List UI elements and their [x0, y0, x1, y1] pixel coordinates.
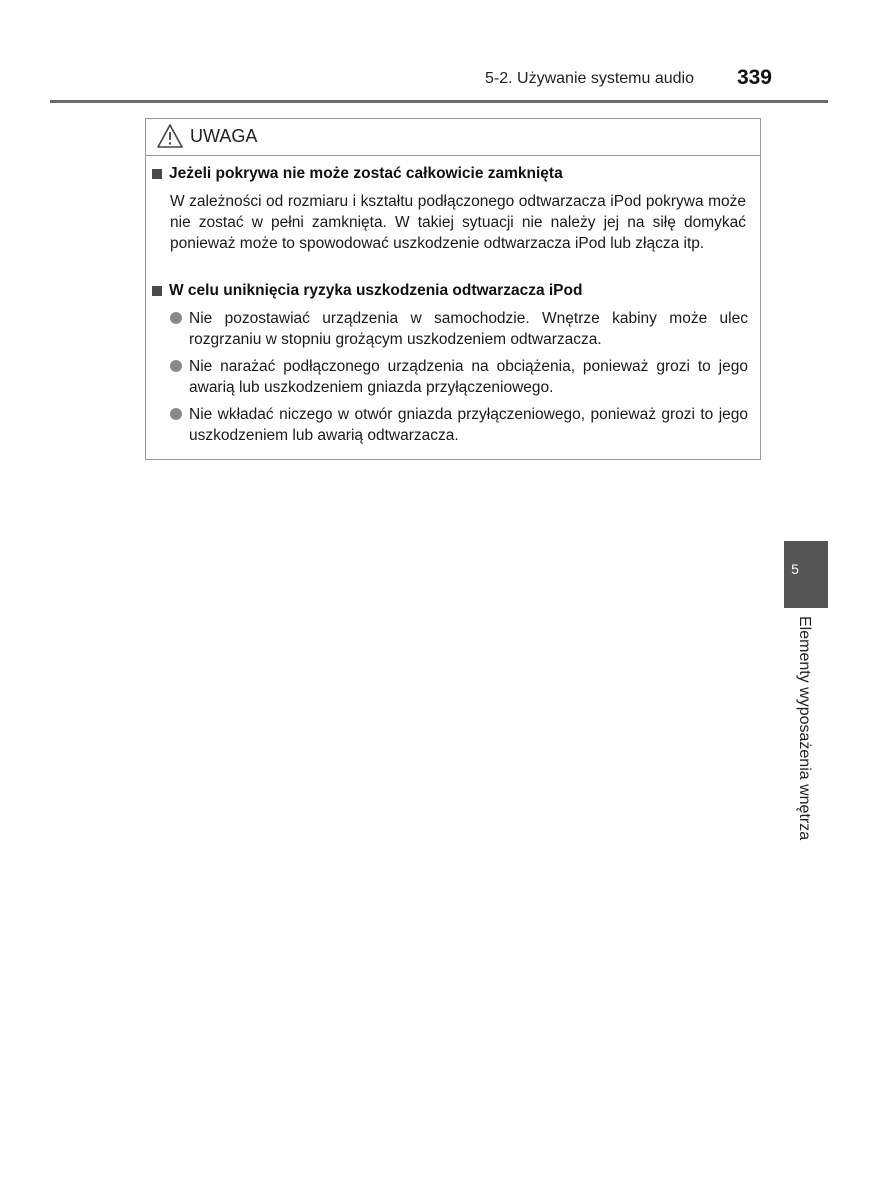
list-item-text: Nie pozostawiać urządzenia w samochodzie. Wnętrze kabiny może ulec rozgrzaniu w stopniu grożącym uszkodzeniem odtwarzacza.: [189, 310, 748, 348]
warning-triangle-icon: [156, 123, 184, 149]
section-heading-cover: [152, 165, 563, 183]
list-item-text: Nie wkładać niczego w otwór gniazda przyłączeniowego, ponieważ grozi to jego uszkodzeniem lub awarią odtwarzacza.: [189, 406, 748, 444]
chapter-label: Elementy wyposażenia wnętrza: [796, 616, 813, 841]
header-section-title: 5-2. Używanie systemu audio: [485, 70, 694, 87]
header-rule: [50, 100, 828, 103]
round-bullet-icon: [170, 408, 182, 420]
square-bullet-icon: [152, 286, 162, 296]
chapter-tab: [784, 541, 828, 608]
page-number: 339: [736, 66, 772, 89]
warning-box: [145, 118, 761, 460]
chapter-number: 5: [791, 561, 799, 577]
section-paragraph: W zależności od rozmiaru i kształtu podłączonego odtwarzacza iPod pokrywa może nie zostać w pełni zamknięta. W takiej sytuacji nie należy jej na siłę domykać ponieważ może to spowodować uszkodzenie odtwarzacza iPod lub złącza itp.: [170, 193, 746, 252]
square-bullet-icon: [152, 169, 162, 179]
round-bullet-icon: [170, 312, 182, 324]
list-item-text: Nie narażać podłączonego urządzenia na obciążenia, ponieważ grozi to jego awarią lub uszkodzeniem gniazda przyłączeniowego.: [189, 358, 748, 396]
section-heading-text: W celu uniknięcia ryzyka uszkodzenia odtwarzacza iPod: [169, 282, 583, 299]
round-bullet-icon: [170, 360, 182, 372]
section-heading-text: Jeżeli pokrywa nie może zostać całkowicie zamknięta: [169, 165, 563, 182]
list-item: [170, 308, 748, 350]
list-item: [170, 404, 748, 446]
warning-title: UWAGA: [190, 126, 258, 146]
section-heading-damage: [152, 282, 582, 300]
list-item: [170, 356, 748, 398]
warning-header: [146, 119, 760, 156]
